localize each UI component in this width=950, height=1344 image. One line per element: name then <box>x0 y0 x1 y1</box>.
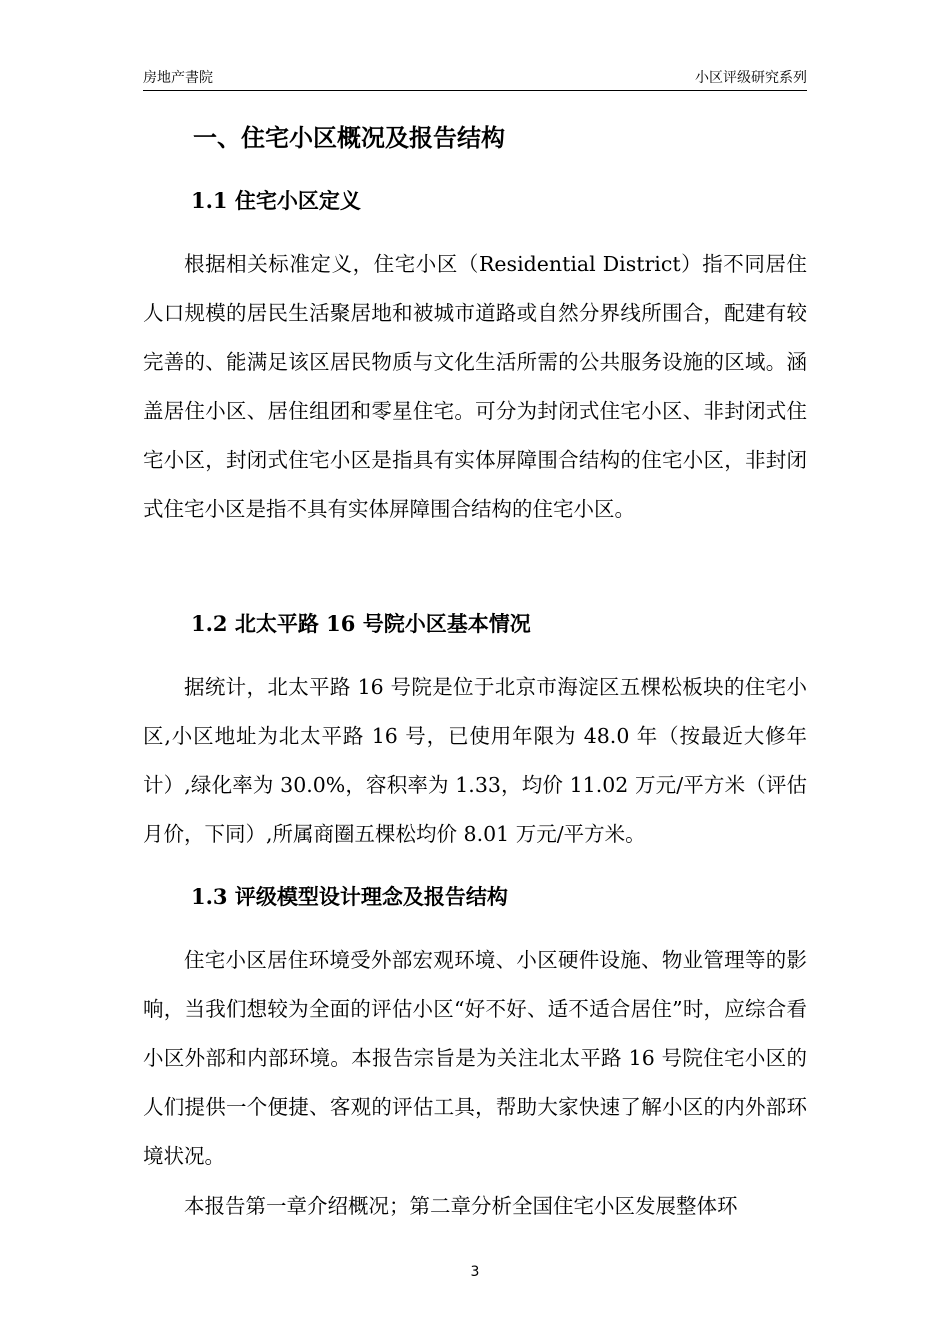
section-1-3-title: 1.3 评级模型设计理念及报告结构 <box>191 884 508 909</box>
header-series-title: 小区评级研究系列 <box>695 70 807 86</box>
page-header <box>143 66 807 91</box>
section-1-3-paragraph-1: 住宅小区居住环境受外部宏观环境、小区硬件设施、物业管理等的影响，当我们想较为全面的评估小区“好不好、适不适合居住”时，应综合看小区外部和内部环境。本报告宗旨是为关注北太平路 16 号院住宅小区的人们提供一个便捷、客观的评估工具，帮助大家快速了解小区的内外部环境状况。 <box>143 948 807 1168</box>
section-1-3-paragraph-2: 本报告第一章介绍概况；第二章分析全国住宅小区发展整体环 <box>184 1194 738 1218</box>
section-1-1-paragraph: 根据相关标准定义，住宅小区（Residential District）指不同居住人口规模的居民生活聚居地和被城市道路或自然分界线所围合，配建有较完善的、能满足该区居民物质与文化生活所需的公共服务设施的区域。涵盖居住小区、居住组团和零星住宅。可分为封闭式住宅小区、非封闭式住宅小区，封闭式住宅小区是指具有实体屏障围合结构的住宅小区，非封闭式住宅小区是指不具有实体屏障围合结构的住宅小区。 <box>143 252 807 521</box>
section-1-1-title: 1.1 住宅小区定义 <box>191 188 361 213</box>
chapter-title: 一、住宅小区概况及报告结构 <box>193 123 505 152</box>
section-1-2-paragraph: 据统计，北太平路 16 号院是位于北京市海淀区五棵松板块的住宅小区,小区地址为北太平路 16 号，已使用年限为 48.0 年（按最近大修年计）,绿化率为 30.0%，容积率为 1.33，均价 11.02 万元/平方米（评估月价，下同）,所属商圈五棵松均价 8.01 万元/平方米。 <box>143 675 807 846</box>
section-1-2-title: 1.2 北太平路 16 号院小区基本情况 <box>191 611 531 636</box>
header-publisher: 房地产書院 <box>143 70 213 86</box>
page-number: 3 <box>470 1264 480 1280</box>
